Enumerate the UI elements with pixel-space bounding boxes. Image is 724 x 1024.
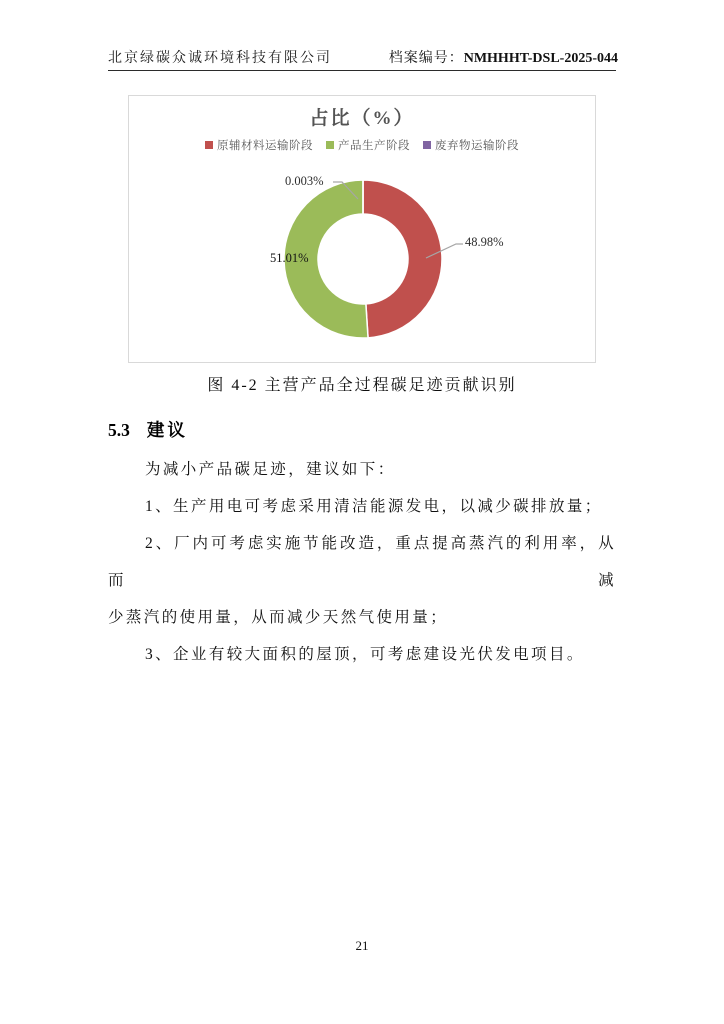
- data-label-waste-transport: 0.003%: [285, 174, 324, 188]
- page-number: 21: [355, 938, 369, 953]
- legend-label: 产品生产阶段: [338, 140, 410, 152]
- section-title: 建议: [146, 420, 188, 440]
- company-name: 北京绿碳众诚环境科技有限公司: [108, 51, 332, 66]
- data-label-raw-material-transport: 48.98%: [465, 235, 504, 249]
- paragraph-line: 少蒸汽的使用量，从而减少天然气使用量；: [108, 609, 449, 626]
- header-divider: [108, 70, 616, 71]
- section-number: 5.3: [108, 420, 130, 440]
- body-text: [108, 451, 616, 673]
- doc-number: [389, 47, 618, 67]
- donut-chart: [129, 96, 595, 362]
- section-heading: [108, 417, 188, 442]
- paragraph-line: 2、厂内可考虑实施节能改造，重点提高蒸汽的利用率，从而减: [108, 535, 616, 589]
- doc-number-value: NMHHHT-DSL-2025-044: [463, 51, 618, 66]
- data-label-production-stage: 51.01%: [270, 251, 309, 265]
- doc-number-label: 档案编号：: [388, 51, 464, 66]
- paragraph-line: 3、企业有较大面积的屋顶，可考虑建设光伏发电项目。: [145, 646, 585, 663]
- legend-label: 废弃物运输阶段: [435, 140, 519, 152]
- paragraph-line: 1、生产用电可考虑采用清洁能源发电，以减少碳排放量；: [145, 498, 603, 515]
- chart-title: 占比（%）: [309, 108, 415, 129]
- legend-label: 原辅材料运输阶段: [217, 140, 313, 152]
- figure-caption: 图 4-2 主营产品全过程碳足迹贡献识别: [207, 377, 517, 394]
- chart-frame: [128, 95, 596, 363]
- paragraph-line: 为减小产品碳足迹，建议如下：: [145, 461, 396, 478]
